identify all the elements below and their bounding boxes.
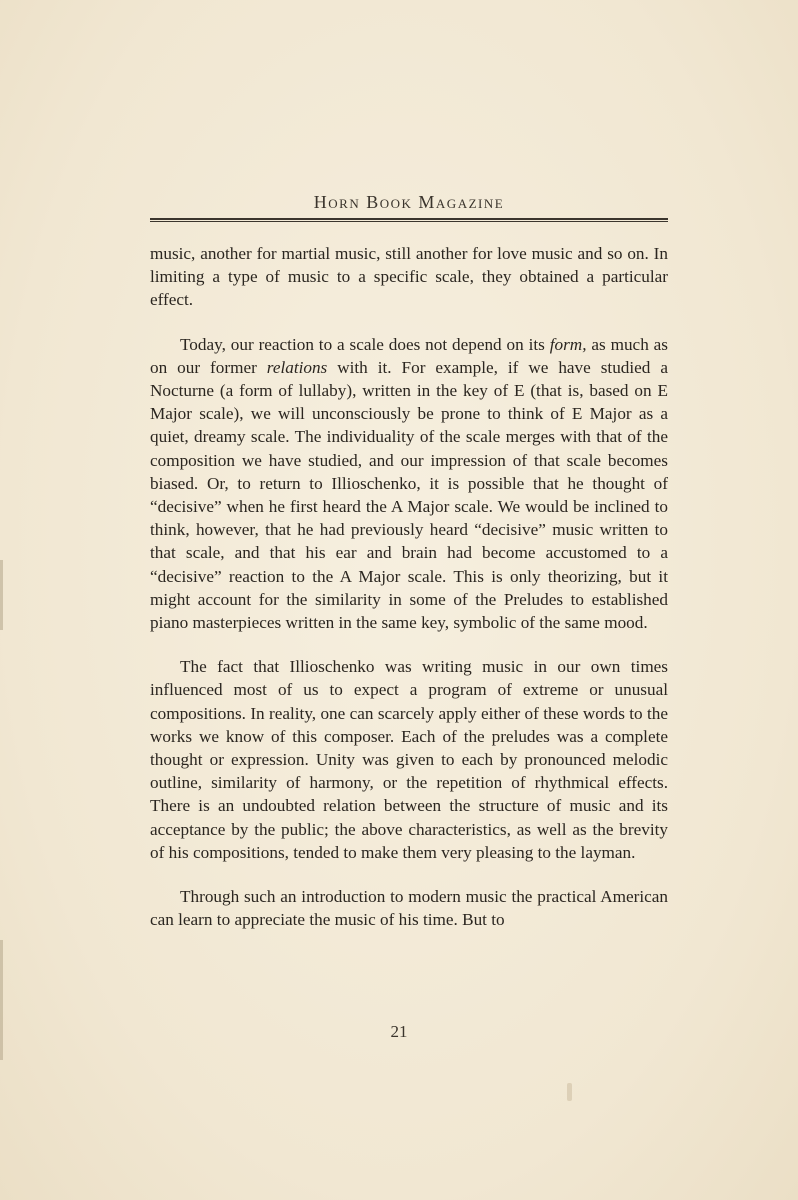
page-number: 21 [390, 1022, 408, 1041]
page-edge-mark [0, 940, 3, 1060]
header-rule [150, 218, 668, 222]
text-run: Through such an introduction to modern music the practical American can learn to appreciate the music of his time. But to [150, 887, 668, 930]
paragraph [150, 655, 668, 864]
paragraph [150, 333, 668, 635]
italic-text: relations [266, 357, 328, 377]
page-header [150, 190, 668, 222]
paragraph [150, 885, 668, 931]
text-run: with it. For example, if we have studied a Nocturne (a form of lullaby), written in the key of E (that is, based on E Major scale), we will unconsciously be prone to think of E Major as a quiet, dreamy scale. The individuality of the scale merges with that of the composition we have studied, and our impression of that scale becomes biased. Or, to return to Illioschenko, it is possible that he thought of “decisive” when he first heard the A Major scale. We would be inclined to think, however, that he had previously heard “decisive” music written to that scale, and that his ear and brain had become accustomed to a “decisive” reaction to the A Major scale. This is only theorizing, but it might account for the similarity in some of the Preludes to established piano masterpieces written in the same key, symbolic of the same mood. [150, 357, 668, 633]
running-head: Horn Book Magazine [313, 192, 505, 212]
paragraph [150, 242, 668, 312]
text-run: The fact that Illioschenko was writing music in our own times influenced most of us to expect a program of extreme or unusual compositions. In reality, one can scarcely apply either of these words to the works we know of this composer. Each of the preludes was a complete thought or expression. Unity was given to each by pronounced melodic outline, similarity of harmony, or the repetition of rhythmical effects. There is an undoubted relation between the structure of music and its acceptance by the public; the above characteristics, as well as the brevity of his compositions, tended to make them very pleasing to the layman. [150, 657, 668, 862]
italic-text: form, [549, 334, 587, 354]
text-run: music, another for martial music, still another for love music and so on. In limiting a type of music to a specific scale, they obtained a particular effect. [150, 244, 668, 310]
page-edge-mark [0, 560, 3, 630]
text-run: as much as on our former [150, 334, 668, 377]
paper-blemish [567, 1083, 572, 1101]
body-text [150, 242, 668, 952]
text-run: Today, our reaction to a scale does not depend on its [180, 334, 550, 354]
